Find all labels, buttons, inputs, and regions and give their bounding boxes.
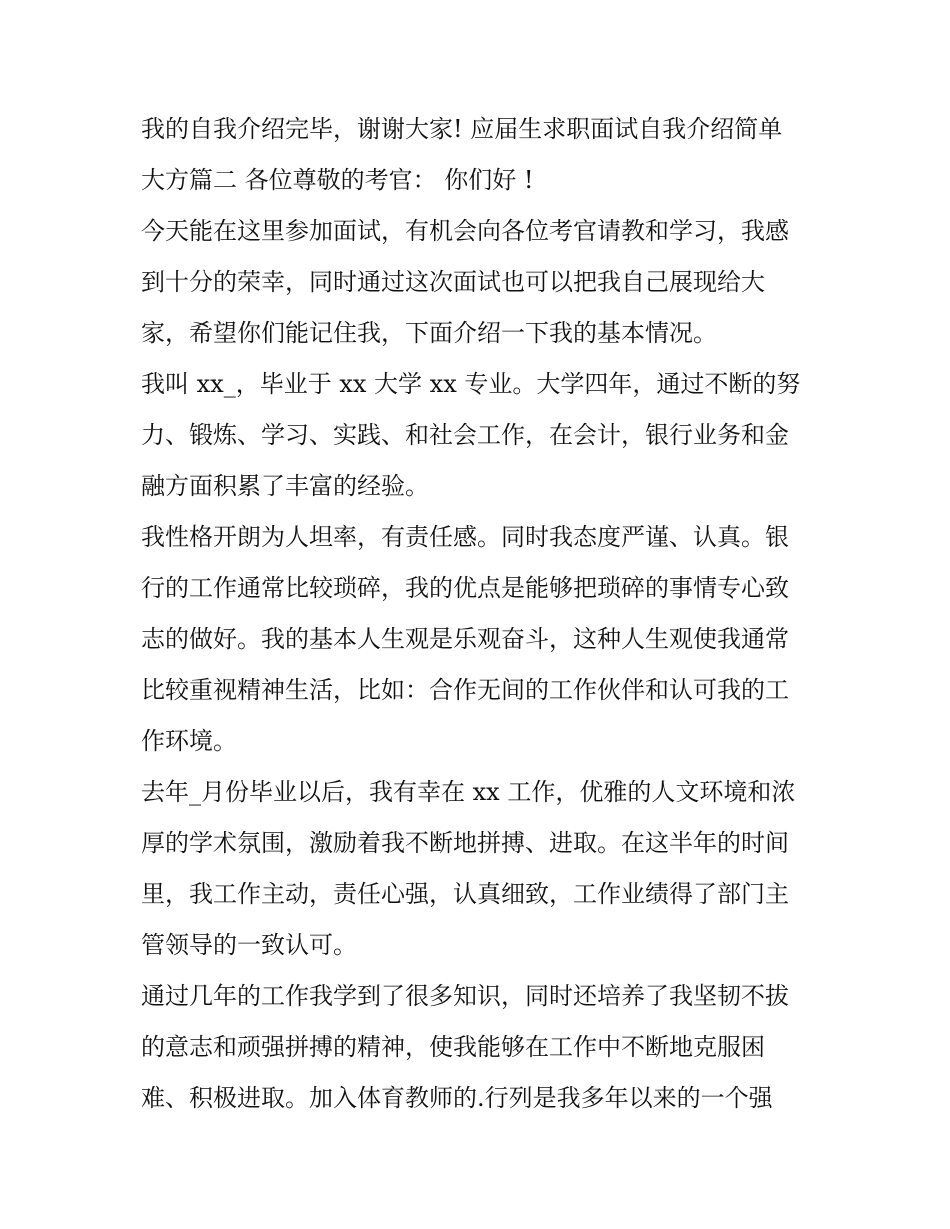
- paragraph-opening: [141, 206, 821, 359]
- text-line: 比较重视精神生活，比如：合作无间的工作伙伴和认可我的工: [141, 676, 789, 704]
- text-line: 去年_月份毕业以后，我有幸在 xx 工作，优雅的人文环境和浓: [141, 778, 796, 806]
- text-line: 我性格开朗为人坦率，有责任感。同时我态度严谨、认真。银: [141, 523, 789, 551]
- text-line: 的意志和顽强拼搏的精神，使我能够在工作中不断地克服困: [141, 1033, 765, 1061]
- text-line: 力、锻炼、学习、实践、和社会工作，在会计，银行业务和金: [141, 421, 789, 449]
- text-line: 管领导的一致认可。: [141, 931, 357, 959]
- text-line: 家，希望你们能记住我，下面介绍一下我的基本情况。: [141, 319, 717, 347]
- text-line: 里，我工作主动，责任心强，认真细致，工作业绩得了部门主: [141, 880, 789, 908]
- paragraph-work-experience: [141, 767, 821, 971]
- document-body: [141, 104, 821, 1124]
- text-line: 到十分的荣幸，同时通过这次面试也可以把我自己展现给大: [141, 268, 765, 296]
- text-line: 我的自我介绍完毕，谢谢大家! 应届生求职面试自我介绍简单: [141, 115, 783, 143]
- paragraph-growth: [141, 971, 821, 1124]
- text-line: 作环境。: [141, 727, 237, 755]
- text-line: 难、积极进取。加入体育教师的.行列是我多年以来的一个强: [141, 1084, 773, 1112]
- paragraph-personality: [141, 512, 821, 767]
- text-line: 厚的学术氛围，激励着我不断地拼搏、进取。在这半年的时间: [141, 829, 789, 857]
- paragraph-education: [141, 359, 821, 512]
- text-line: 今天能在这里参加面试，有机会向各位考官请教和学习，我感: [141, 217, 789, 245]
- text-line: 融方面积累了丰富的经验。: [141, 472, 429, 500]
- text-line: 行的工作通常比较琐碎，我的优点是能够把琐碎的事情专心致: [141, 574, 789, 602]
- paragraph-closing: [141, 104, 821, 206]
- text-line: 大方篇二 各位尊敬的考官： 你们好 !: [141, 166, 534, 194]
- text-line: 我叫 xx_，毕业于 xx 大学 xx 专业。大学四年，通过不断的努: [141, 370, 801, 398]
- text-line: 通过几年的工作我学到了很多知识，同时还培养了我坚韧不拔: [141, 982, 789, 1010]
- text-line: 志的做好。我的基本人生观是乐观奋斗，这种人生观使我通常: [141, 625, 789, 653]
